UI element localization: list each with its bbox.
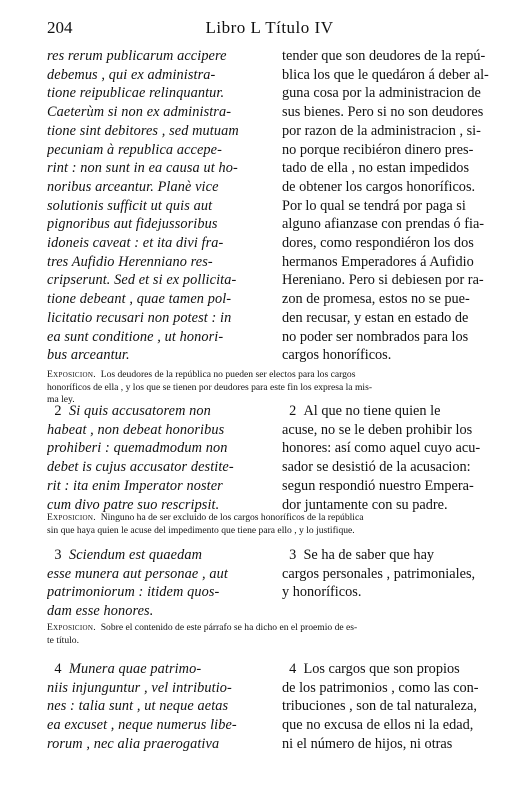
spanish-line: honores: así como aquel cuyo acu- bbox=[282, 440, 481, 457]
exposicion-note-2 bbox=[47, 512, 497, 537]
spanish-line: alguno afianzase con prendas ó fia- bbox=[282, 216, 485, 233]
spanish-column-3 bbox=[282, 546, 496, 602]
latin-line: cripserunt. Sed et si ex pollicita- bbox=[47, 272, 237, 289]
latin-line: niis injunguntur , vel intributio- bbox=[47, 679, 232, 696]
spanish-text: Al que no tiene quien le bbox=[303, 403, 441, 419]
latin-column-3 bbox=[47, 546, 275, 621]
exposicion-line: ma ley. bbox=[47, 394, 75, 405]
spanish-line bbox=[282, 546, 496, 565]
spanish-line bbox=[282, 402, 496, 421]
exposicion-text: Sobre el contenido de este párrafo se ha dicho en el proemio de es- bbox=[100, 622, 358, 633]
exposicion-label: Exposicion. bbox=[47, 369, 96, 380]
spanish-line: que no excusa de ellos ni la edad, bbox=[282, 717, 474, 734]
spanish-line: zon de promesa, estos no se pue- bbox=[282, 291, 470, 308]
latin-line: dam esse honores. bbox=[47, 603, 154, 620]
spanish-text: Se ha de saber que hay bbox=[303, 547, 435, 563]
spanish-line: y honoríficos. bbox=[282, 584, 362, 601]
exposicion-text: Los deudores de la república no pueden ser electos para los cargos bbox=[100, 369, 356, 380]
running-header bbox=[47, 18, 492, 42]
latin-line: rit : ita enim Imperator noster bbox=[47, 477, 223, 494]
latin-text: Munera quae patrimo- bbox=[68, 661, 202, 677]
paragraph-number: 2 bbox=[54, 403, 62, 419]
latin-text: Si quis accusatorem non bbox=[68, 403, 211, 419]
spanish-line: dores, como respondiéron los dos bbox=[282, 235, 474, 252]
latin-line bbox=[47, 402, 275, 421]
exposicion-line: te título. bbox=[47, 634, 79, 646]
latin-line: tione sint debitores , sed mutuam bbox=[47, 122, 239, 139]
spanish-column-1 bbox=[282, 47, 496, 365]
paragraph-number: 4 bbox=[289, 661, 297, 677]
paragraph-number: 2 bbox=[289, 403, 297, 419]
spanish-line: blica los que le quedáron á deber al- bbox=[282, 66, 489, 83]
exposicion-note-1 bbox=[47, 369, 497, 407]
spanish-line: tender que son deudores de la repú- bbox=[282, 48, 486, 64]
latin-line: patrimoniorum : itidem quos- bbox=[47, 584, 220, 601]
spanish-line: hermanos Emperadores á Aufidio bbox=[282, 253, 474, 270]
spanish-column-2 bbox=[282, 402, 496, 514]
spanish-line: segun respondió nuestro Empera- bbox=[282, 477, 474, 494]
spanish-line: cargos personales , patrimoniales, bbox=[282, 565, 476, 582]
spanish-line: ni el número de hijos, ni otras bbox=[282, 735, 453, 752]
spanish-line: Por lo qual se tendrá por paga si bbox=[282, 197, 466, 214]
exposicion-line: sin que haya quien le acuse del impedimento que tiene para ello , y lo justifique. bbox=[47, 524, 355, 536]
paragraph-number: 3 bbox=[289, 547, 297, 563]
exposicion-line bbox=[47, 622, 497, 635]
spanish-line: tribuciones , son de tal naturaleza, bbox=[282, 698, 477, 715]
latin-line: pecuniam à republica accepe- bbox=[47, 141, 222, 158]
exposicion-line bbox=[47, 512, 497, 525]
latin-line: esse munera aut personae , aut bbox=[47, 565, 228, 582]
exposicion-note-3 bbox=[47, 622, 497, 647]
spanish-line: tado de ella , no estan impedidos bbox=[282, 160, 470, 177]
spanish-line: no poder ser nombrados para los bbox=[282, 328, 469, 345]
spanish-line: dor juntamente con su padre. bbox=[282, 496, 448, 513]
latin-column-2 bbox=[47, 402, 275, 514]
latin-line: ea excuset , neque numerus libe- bbox=[47, 717, 237, 734]
latin-line: noribus arceantur. Planè vice bbox=[47, 178, 219, 195]
spanish-line: acuse, no se le deben prohibir los bbox=[282, 421, 473, 438]
latin-line: licitatio recusari non potest : in bbox=[47, 309, 232, 326]
exposicion-line: honoríficos de ella , y los que se tienen por deudores para este fin los expresa la mis- bbox=[47, 381, 373, 393]
paragraph-number: 3 bbox=[54, 547, 62, 563]
latin-line: pignoribus aut fidejussoribus bbox=[47, 216, 218, 233]
spanish-text: Los cargos que son propios bbox=[303, 661, 460, 677]
spanish-column-4 bbox=[282, 660, 496, 754]
spanish-line: no porque recibiéron dinero pres- bbox=[282, 141, 474, 158]
exposicion-text: Ninguno ha de ser excluido de los cargos honoríficos de la república bbox=[100, 512, 364, 523]
latin-line: bus arceantur. bbox=[47, 347, 130, 364]
exposicion-label: Exposicion. bbox=[47, 622, 96, 633]
running-title: Libro L Título IV bbox=[205, 18, 334, 37]
spanish-line: sus bienes. Pero si no son deudores bbox=[282, 104, 484, 121]
latin-line bbox=[47, 660, 275, 679]
paragraph-number: 4 bbox=[54, 661, 62, 677]
spanish-line: sador se desistió de la acusacion: bbox=[282, 459, 471, 476]
latin-column-4 bbox=[47, 660, 275, 754]
latin-line: cum divo patre suo rescripsit. bbox=[47, 496, 220, 513]
spanish-line: den recusar, y estan en estado de bbox=[282, 309, 469, 326]
latin-line: rint : non sunt in ea causa ut ho- bbox=[47, 160, 238, 177]
spanish-line bbox=[282, 660, 496, 679]
spanish-line: guna cosa por la administracion de bbox=[282, 85, 481, 102]
exposicion-line bbox=[47, 369, 497, 382]
latin-line: ea sunt conditione , ut honori- bbox=[47, 328, 224, 345]
latin-line: tione reipublicae relinquantur. bbox=[47, 85, 225, 102]
latin-line bbox=[47, 546, 275, 565]
latin-line: rorum , nec alia praerogativa bbox=[47, 735, 220, 752]
latin-line: habeat , non debeat honoribus bbox=[47, 421, 225, 438]
latin-column-1 bbox=[47, 47, 275, 365]
latin-text: Sciendum est quaedam bbox=[68, 547, 202, 563]
latin-line: debet is cujus accusator destite- bbox=[47, 459, 234, 476]
spanish-line: de los patrimonios , como las con- bbox=[282, 679, 479, 696]
latin-line: prohiberi : quemadmodum non bbox=[47, 440, 228, 457]
spanish-line: por razon de la administracion , si- bbox=[282, 122, 481, 139]
spanish-line: de obtener los cargos honoríficos. bbox=[282, 178, 476, 195]
latin-line: nes : talia sunt , ut neque aetas bbox=[47, 698, 229, 715]
spanish-line: Hereniano. Pero si debiesen por ra- bbox=[282, 272, 484, 289]
latin-line: idoneis caveat : et ita divi fra- bbox=[47, 235, 224, 252]
page-number: 204 bbox=[47, 18, 73, 37]
latin-line: tione debeant , quae tamen pol- bbox=[47, 291, 232, 308]
latin-line: Caeterùm si non ex administra- bbox=[47, 104, 232, 121]
latin-line: res rerum publicarum accipere bbox=[47, 48, 227, 64]
latin-line: debemus , qui ex administra- bbox=[47, 66, 216, 83]
spanish-line: cargos honoríficos. bbox=[282, 347, 392, 364]
latin-line: tres Aufidio Herenniano res- bbox=[47, 253, 213, 270]
exposicion-label: Exposicion. bbox=[47, 512, 96, 523]
latin-line: solutionis sufficit ut quis aut bbox=[47, 197, 213, 214]
